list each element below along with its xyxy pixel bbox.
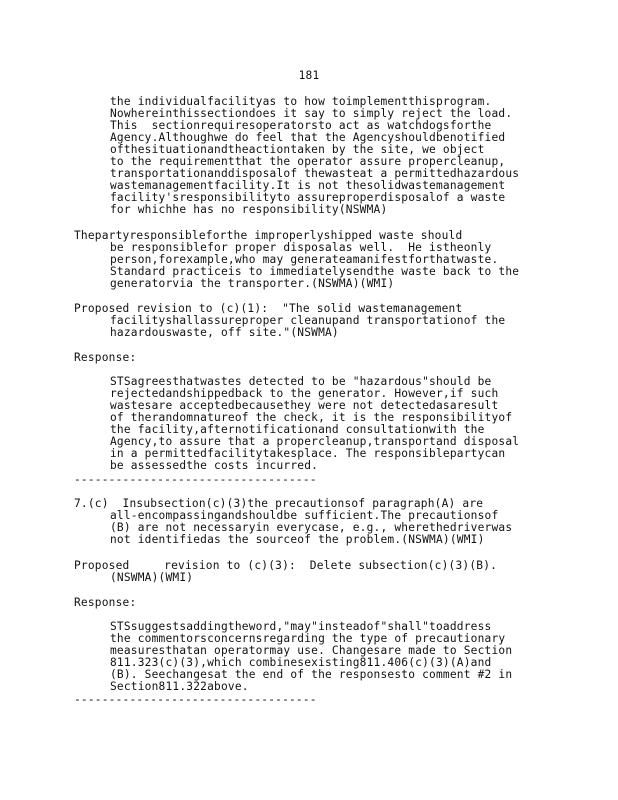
text-line: Proposed revision to (c)(3): Delete subsection(c)(3)(B). bbox=[74, 559, 498, 572]
text-line: measuresthatan operatormay use. Changesare made to Section bbox=[110, 644, 513, 657]
text-line: Response: bbox=[74, 351, 137, 364]
text-line: (B). Seechangesat the end of the responsesto comment #2 in bbox=[110, 668, 513, 681]
text-line: transportationanddisposalof thewasteat a permittedhazardous bbox=[110, 167, 520, 180]
paragraph-block bbox=[74, 560, 564, 584]
text-line: Section811.322above. bbox=[110, 680, 249, 693]
text-line: not identifiedas the sourceof the problem.(NSWMA)(WMI) bbox=[110, 533, 485, 546]
text-line: the commentorsconcernsregarding the type of precautionary bbox=[110, 632, 506, 645]
paragraph-block bbox=[74, 474, 564, 486]
paragraph-block bbox=[74, 621, 564, 693]
text-line: This sectionrequiresoperatorsto act as watchdogsforthe bbox=[110, 119, 492, 132]
paragraph-block bbox=[74, 694, 564, 706]
text-line: be assessedthe costs incurred. bbox=[110, 459, 319, 472]
text-line: STSagreesthatwastes detected to be "hazardous"should be bbox=[110, 375, 492, 388]
text-line: to the requirementthat the operator assure propercleanup, bbox=[110, 155, 506, 168]
section-divider: ----------------------------------- bbox=[74, 473, 317, 486]
text-line: Standard practiceis to immediatelysendthe waste back to the bbox=[110, 265, 520, 278]
text-line: for whichhe has no responsibility(NSWMA) bbox=[110, 203, 388, 216]
text-line: all-encompassingandshouldbe sufficient.The precautionsof bbox=[110, 509, 499, 522]
text-line: be responsiblefor proper disposalas well. He istheonly bbox=[110, 241, 492, 254]
text-line: Proposed revision to (c)(1): "The solid wastemanagement bbox=[74, 302, 463, 315]
text-line: in a permittedfacilitytakesplace. The responsiblepartycan bbox=[110, 447, 506, 460]
text-line: facility'sresponsibilityto assureproperdisposalof a waste bbox=[110, 191, 506, 204]
paragraph-block bbox=[74, 303, 564, 339]
text-line: 811.323(c)(3),which combinesexisting811.406(c)(3)(A)and bbox=[110, 656, 492, 669]
text-line: Thepartyresponsibleforthe improperlyshipped waste should bbox=[74, 229, 463, 242]
paragraph-block bbox=[74, 376, 564, 472]
text-line: the facility,afternotificationand consultationwith the bbox=[110, 423, 485, 436]
text-line: Agency.Althoughwe do feel that the Agencyshouldbenotified bbox=[110, 131, 506, 144]
paragraph-block bbox=[74, 96, 564, 216]
text-line: person,forexample,who may generateamanifestforthatwaste. bbox=[110, 253, 499, 266]
section-divider: ----------------------------------- bbox=[74, 693, 317, 706]
text-line: hazardouswaste, off site."(NSWMA) bbox=[110, 326, 339, 339]
paragraph-block bbox=[74, 352, 564, 364]
text-line: generatorvia the transporter.(NSWMA)(WMI) bbox=[110, 277, 395, 290]
text-line: ofthesituationandtheactiontaken by the site, we object bbox=[110, 143, 485, 156]
paragraph-block bbox=[74, 498, 564, 546]
text-line: (NSWMA)(WMI) bbox=[110, 571, 194, 584]
text-line: (B) are not necessaryin everycase, e.g., wherethedriverwas bbox=[110, 521, 513, 534]
text-line: Response: bbox=[74, 596, 137, 609]
text-line: wastemanagementfacility.It is not thesolidwastemanagement bbox=[110, 179, 506, 192]
text-line: Agency,to assure that a propercleanup,transportand disposal bbox=[110, 435, 520, 448]
text-line: of therandomnatureof the check, it is the responsibilityof bbox=[110, 411, 513, 424]
text-line: facilityshallassureproper cleanupand transportationof the bbox=[110, 314, 506, 327]
text-line: wastesare acceptedbecausethey were not detectedasaresult bbox=[110, 399, 499, 412]
paragraph-block bbox=[74, 230, 564, 290]
text-line: STSsuggestsaddingtheword,"may"insteadof"shall"toaddress bbox=[110, 620, 492, 633]
text-line: Nowhereinthissectiondoes it say to simply reject the load. bbox=[110, 107, 513, 120]
text-line: 7.(c) Insubsection(c)(3)the precautionsof paragraph(A) are bbox=[74, 497, 484, 510]
paragraph-block bbox=[74, 597, 564, 609]
text-line: rejectedandshippedback to the generator. However,if such bbox=[110, 387, 499, 400]
page-number: 181 bbox=[298, 69, 320, 82]
text-line: the individualfacilityas to how toimplementthisprogram. bbox=[110, 95, 492, 108]
